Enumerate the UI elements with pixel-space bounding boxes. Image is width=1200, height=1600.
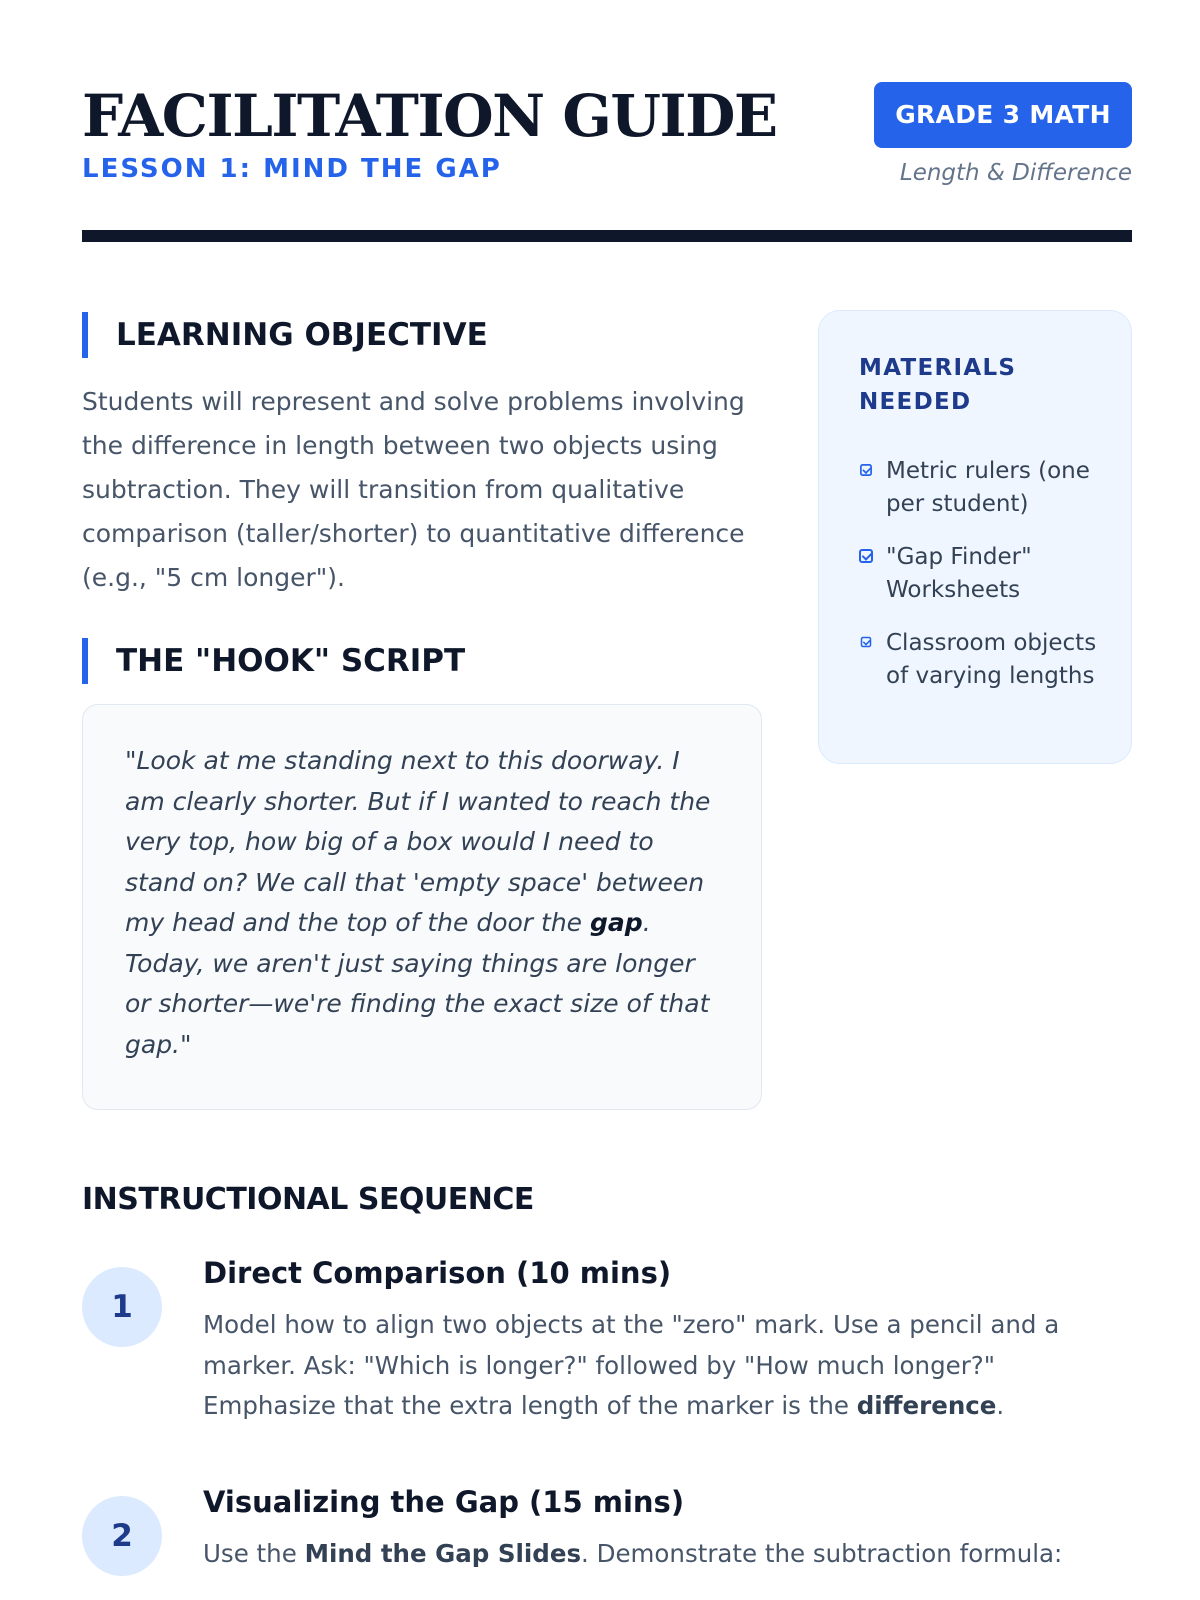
hook-text-end: . Today, we aren't just saying things are longer or shorter—we're finding the exact size of that gap." (125, 908, 710, 1059)
materials-title: MATERIALS NEEDED (859, 355, 1017, 415)
materials-list (859, 455, 1101, 693)
step-text-start: Model how to align two objects at the "zero" mark. Use a pencil and a marker. Ask: "Which is longer?" followed by "How much longer?" Emphasize that the extra length of the marker is the (203, 1310, 1060, 1420)
step-number-badge: 2 (82, 1496, 162, 1576)
header-divider (82, 230, 1132, 242)
topic-label: Length & Difference (899, 160, 1132, 186)
sequence-heading: INSTRUCTIONAL SEQUENCE (82, 1182, 534, 1217)
checkbox-icon (859, 549, 873, 563)
hook-text-start: "Look at me standing next to this doorway. I am clearly shorter. But if I wanted to reach the very top, how big of a box would I need to stand on? We call that 'empty space' between my head and the top of the door the (125, 746, 711, 937)
guide-header (82, 82, 1132, 242)
material-label: "Gap Finder" Worksheets (886, 544, 1032, 603)
list-item (859, 455, 1101, 521)
list-item (859, 627, 1101, 693)
step-title: Direct Comparison (10 mins) (203, 1256, 672, 1290)
hook-script-text (125, 741, 721, 1065)
facilitation-guide-page (82, 0, 1132, 1600)
step-number-badge: 1 (82, 1267, 162, 1347)
lesson-subtitle: LESSON 1: MIND THE GAP (82, 154, 502, 184)
grade-badge: GRADE 3 MATH (874, 82, 1132, 148)
step-title: Visualizing the Gap (15 mins) (203, 1485, 685, 1519)
material-label: Metric rulers (one per student) (886, 458, 1090, 517)
step-text-end: . (996, 1391, 1005, 1420)
hook-heading: THE "HOOK" SCRIPT (82, 638, 762, 684)
hook-keyword: gap (590, 908, 643, 937)
material-label: Classroom objects of varying lengths (886, 630, 1097, 689)
step-description (203, 1305, 1132, 1427)
step-keyword: Mind the Gap Slides (304, 1539, 582, 1568)
step-text-start: Use the (203, 1539, 305, 1568)
page-title: FACILITATION GUIDE (82, 82, 777, 150)
step-description (203, 1534, 1132, 1575)
checkbox-icon (861, 637, 872, 648)
step-keyword: difference (856, 1391, 997, 1420)
checkbox-icon (860, 464, 872, 476)
objective-text: Students will represent and solve problems involving the difference in length between two objects using subtraction. They will transition from qualitative comparison (taller/shorter) to quantitative difference (e.g., "5 cm longer"). (82, 387, 745, 592)
step-text-end: . Demonstrate the subtraction formula: (581, 1539, 1063, 1568)
materials-panel (818, 310, 1132, 764)
objective-heading: LEARNING OBJECTIVE (82, 312, 762, 358)
hook-script-box (82, 704, 762, 1110)
list-item (859, 541, 1101, 607)
